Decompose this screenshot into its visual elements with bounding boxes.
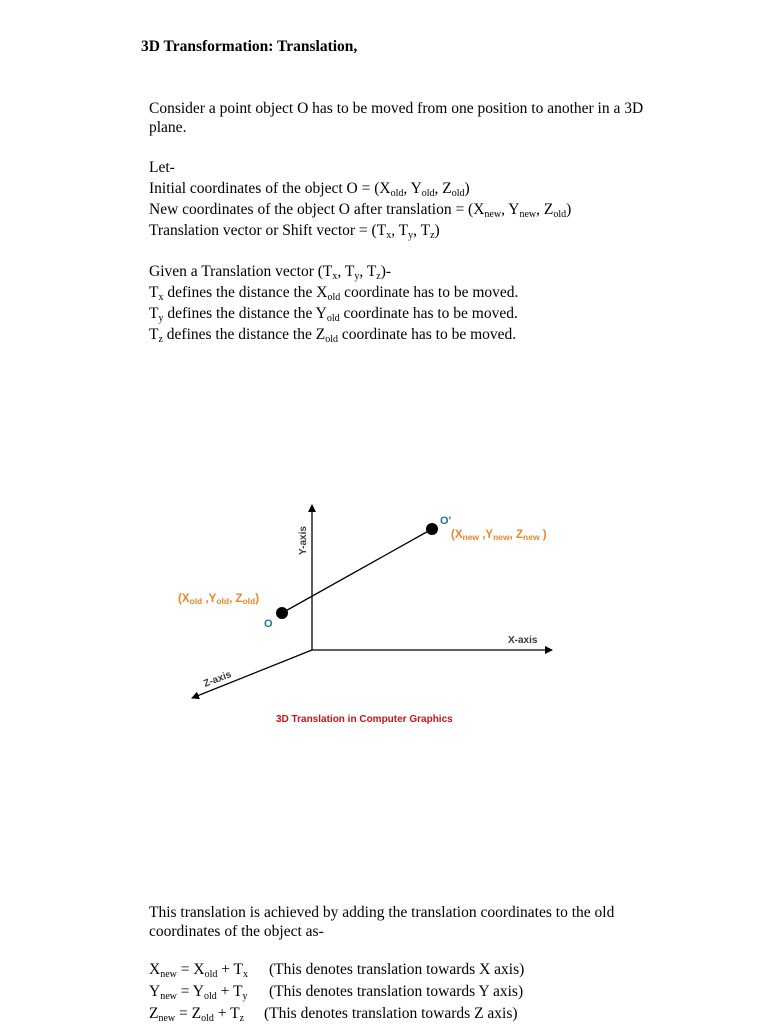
new-coordinates-line: New coordinates of the object O after translation = ($X_{new}$, $Y_{new}$, $Z_{old}$) [149,201,572,220]
intro-paragraph: Consider a point object O has to be moved from one position to another in a 3D plane. [149,100,644,136]
given-line: Given a Translation vector ($T_x$, $T_y$, $T_z)-$ [149,263,392,282]
z-axis-label: Z-axis [202,669,234,690]
equation-y-description: (This denotes translation towards Y axis) [269,983,524,1000]
equation-y: $Y_{new} = Y_{old} + T_y$ (This denotes translation towards Y axis) [149,983,524,1002]
new-point-name: O' [440,515,452,527]
diagram-caption: 3D Translation in Computer Graphics [276,714,453,725]
page-title: 3D Transformation: Translation, [141,38,358,55]
new-coordinates-label: (Xnew ,Ynew, Znew ) [451,529,547,542]
old-point [276,607,288,619]
equation-z-description: (This denotes translation towards Z axis) [264,1005,518,1022]
translation-vector-line: Translation vector or Shift vector = ($T_x$, $T_y$, $T_z$) [149,222,440,241]
new-point [426,523,438,535]
equation-x-description: (This denotes translation towards X axis) [269,961,525,978]
let-line: Let- [149,159,175,176]
initial-coordinates-line: Initial coordinates of the object $O = (X_{old}$, $Y_{old}$, $Z_{old}$) [149,180,470,199]
old-coordinates-label: (Xold ,Yold, Zold) [178,593,260,606]
y-axis-label: Y-axis [298,526,309,555]
summary-paragraph: This translation is achieved by adding the translation coordinates to the old coordinates of the object as- [149,904,615,940]
definition-line-y: $T_y$ defines the distance the $Y_{old}$ coordinate has to be moved. [149,305,518,324]
definition-line-z: $T_z$ defines the distance the $Z_{old}$ coordinate has to be moved. [149,326,517,345]
z-axis-line [192,650,312,698]
old-point-name: O [264,618,273,630]
definition-line-x: $T_x$ defines the distance the $X_{old}$ coordinate has to be moved. [149,284,519,303]
x-axis-label: X-axis [508,635,538,646]
equation-z: $Z_{new} = Z_{old} + T_z$ (This denotes translation towards Z axis) [149,1005,518,1024]
equation-x: $X_{new} = X_{old} + T_x$ (This denotes translation towards X axis) [149,961,525,980]
